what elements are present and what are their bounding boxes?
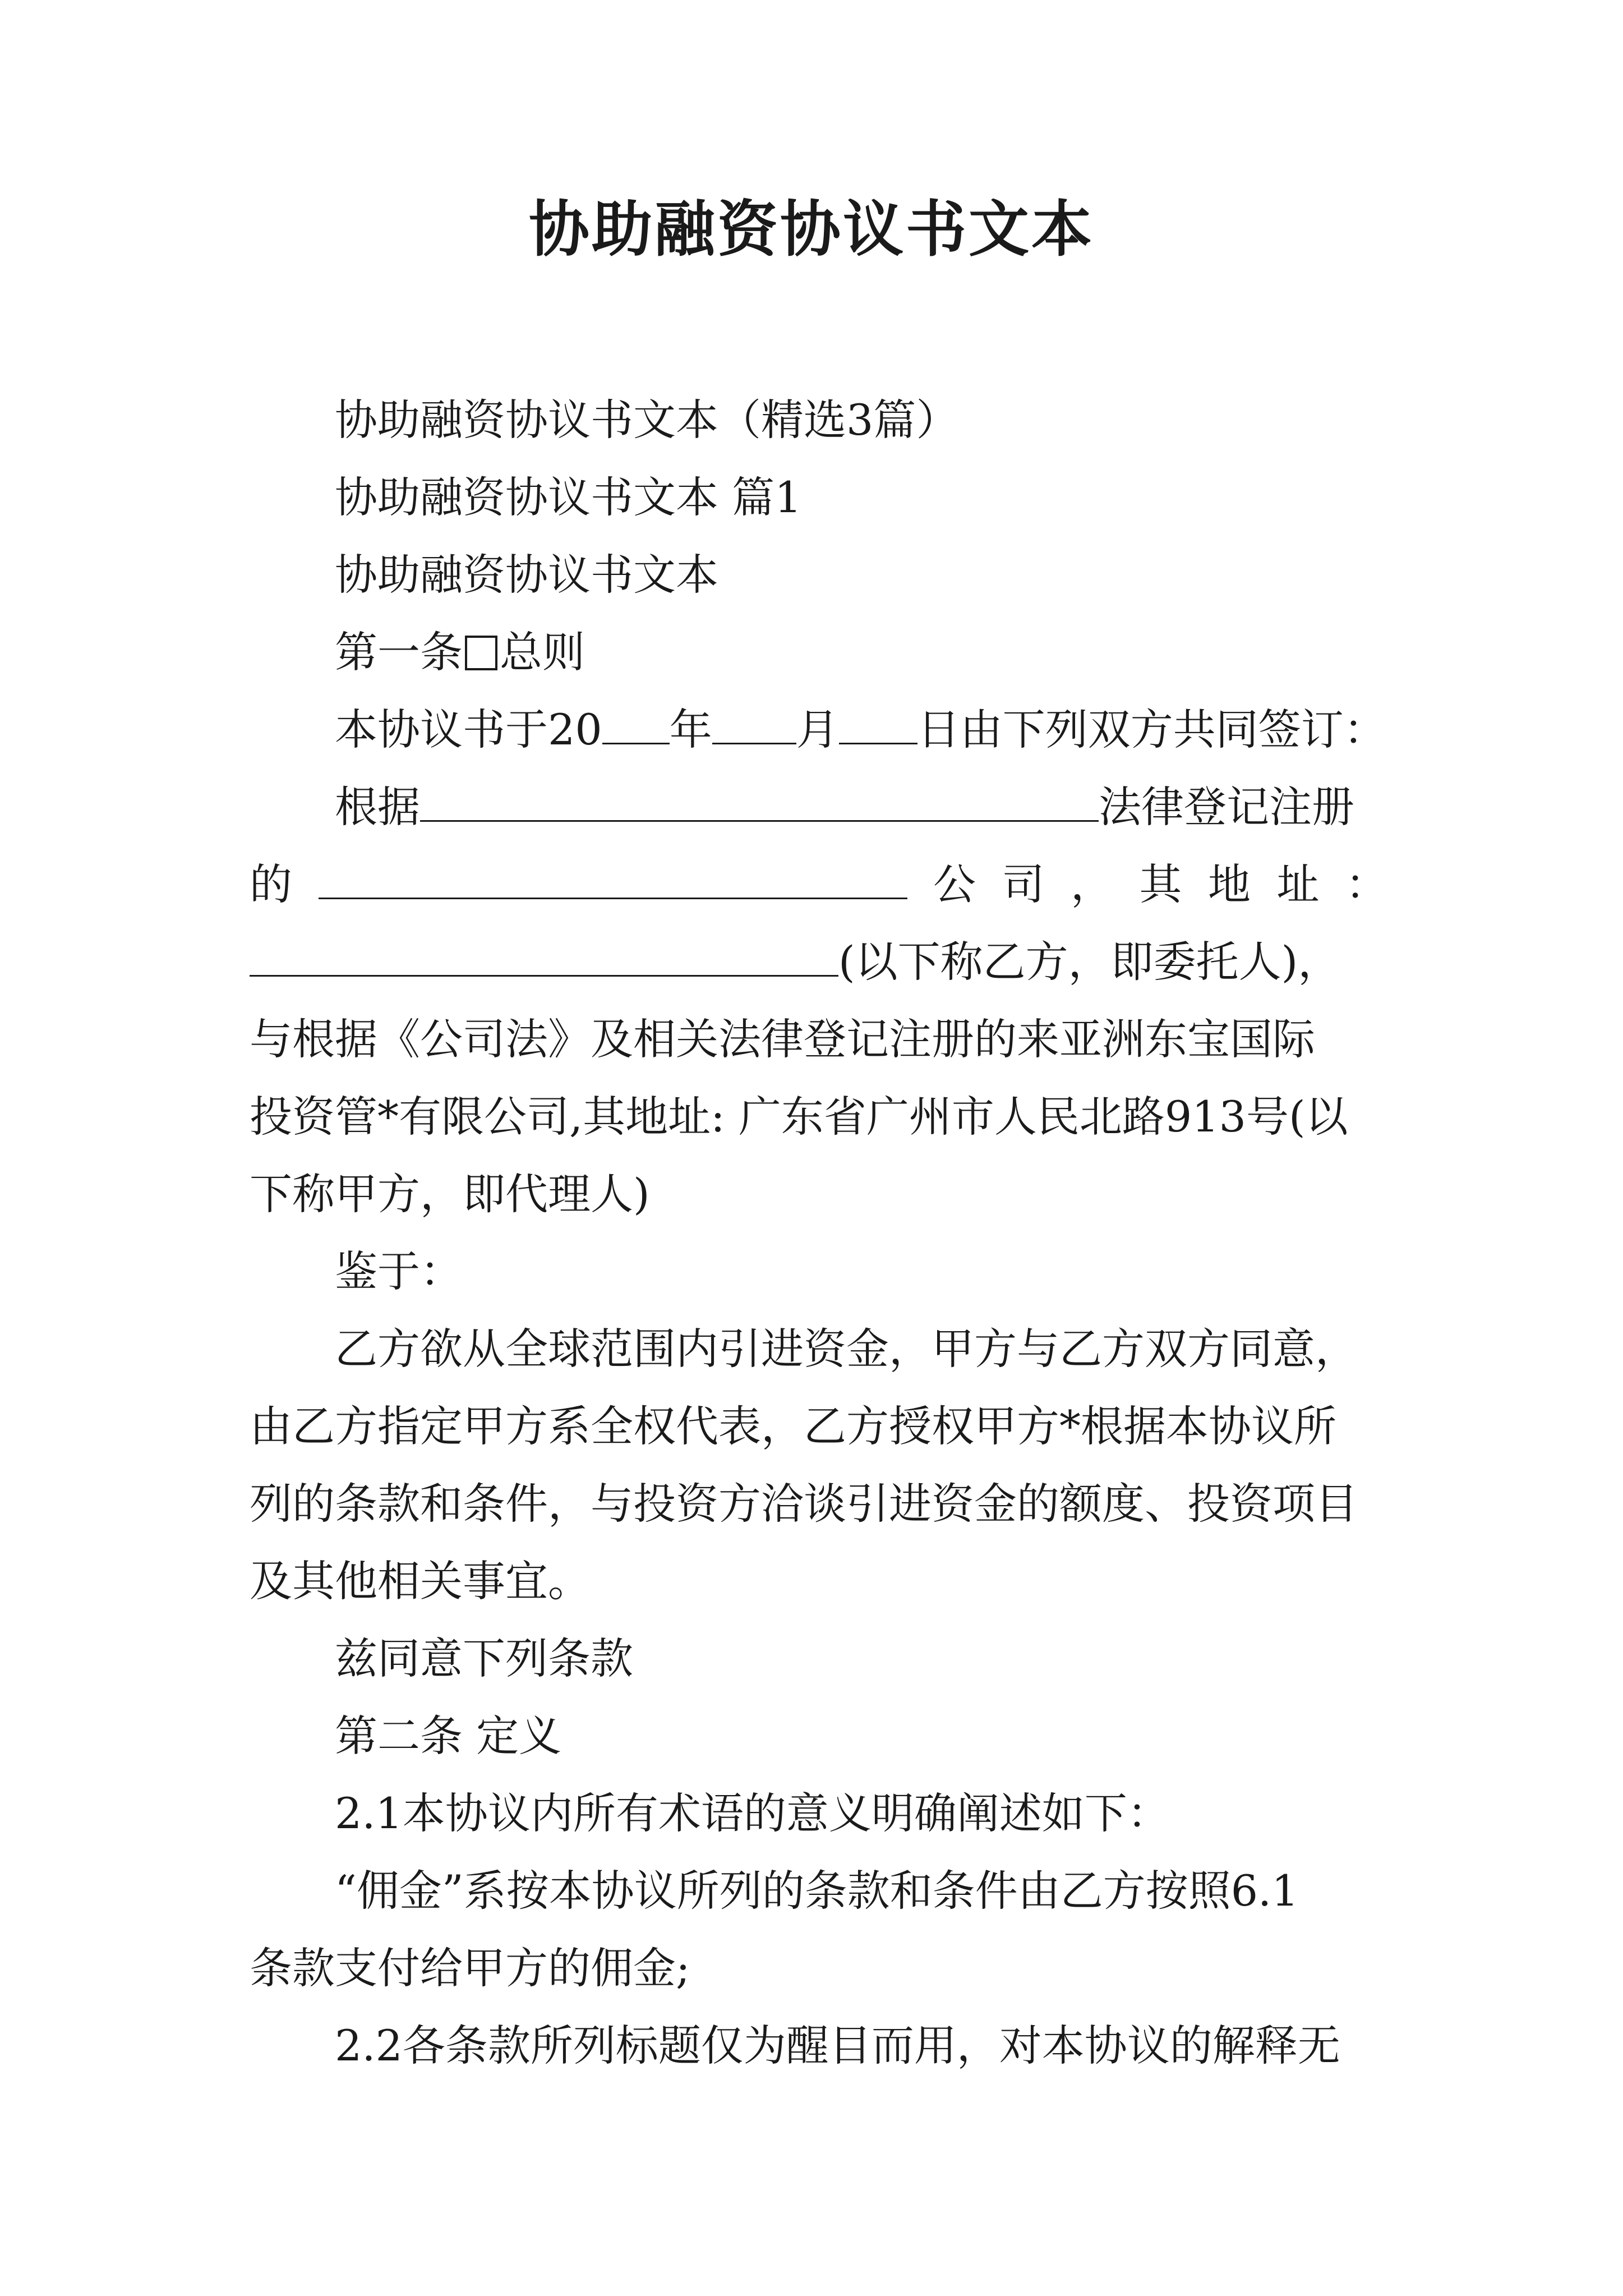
paragraph-line: 下称甲方，即代理人) [250, 1169, 650, 1219]
text-fragment: (以下称乙方，即委托人)， [838, 937, 1341, 987]
text-fragment: 的 [250, 859, 292, 909]
party-b-line [250, 923, 1388, 1001]
paragraph-line: 协助融资协议书文本（精选3篇） [335, 395, 959, 445]
section-number: 第一条 [335, 627, 463, 677]
text-fragment: 法律登记注册 [1099, 782, 1354, 832]
section-heading-2: 第二条 定义 [335, 1711, 562, 1761]
paragraph-line: 乙方欲从全球范围内引进资金，甲方与乙方双方同意， [335, 1324, 1358, 1374]
registration-line [250, 769, 1388, 846]
blank-month [712, 708, 796, 744]
text-fragment: 地 [1208, 859, 1251, 909]
paragraph-line: 协助融资协议书文本 篇1 [335, 472, 802, 522]
paragraph-line: 鉴于： [335, 1246, 463, 1296]
paragraph-line: “佣金”系按本协议所列的条款和条件由乙方按照6.1 [335, 1866, 1299, 1916]
text-fragment: 月 [796, 705, 839, 754]
paragraph-line: 2.1本协议内所有术语的意义明确阐述如下： [335, 1788, 1170, 1838]
text-fragment: ， [1071, 859, 1113, 909]
text-fragment: ： [1345, 859, 1388, 909]
section-name: 总则 [500, 627, 585, 677]
paragraph-line: 2.2各条款所列标题仅为醒目而用，对本协议的解释无 [335, 2021, 1340, 2070]
section-heading-1 [250, 614, 1388, 691]
document-body [250, 381, 1388, 2085]
signing-date-line [250, 691, 1388, 769]
blank-address [250, 940, 838, 977]
text-fragment: 公 [933, 859, 976, 909]
paragraph-line: 兹同意下列条款 [335, 1634, 633, 1683]
text-fragment: 司 [1002, 859, 1045, 909]
placeholder-box-icon [465, 636, 497, 670]
company-address-line [250, 846, 1388, 923]
paragraph-line: 条款支付给甲方的佣金; [250, 1943, 690, 1993]
blank-day [839, 708, 917, 744]
paragraph-line: 协助融资协议书文本 [335, 550, 718, 600]
text-fragment: 根据 [335, 782, 420, 832]
text-fragment: 日由下列双方共同签订： [917, 705, 1386, 754]
text-fragment: 年 [669, 705, 712, 754]
text-fragment: 其 [1139, 859, 1182, 909]
document-title: 协助融资协议书文本 [528, 194, 1094, 265]
paragraph-line: 及其他相关事宜。 [250, 1556, 591, 1606]
paragraph-line: 由乙方指定甲方系全权代表，乙方授权甲方*根据本协议所 [250, 1401, 1336, 1451]
paragraph-line: 列的条款和条件，与投资方洽谈引进资金的额度、投资项目 [250, 1479, 1358, 1529]
text-fragment: 址 [1276, 859, 1320, 909]
blank-registration-law [420, 785, 1099, 822]
blank-company-name [319, 863, 907, 899]
paragraph-line: 与根据《公司法》及相关法律登记注册的来亚洲东宝国际 [250, 1014, 1315, 1064]
text-fragment: 本协议书于20 [335, 705, 602, 754]
paragraph-line: 投资管*有限公司,其地址: 广东省广州市人民北路913号(以 [250, 1092, 1348, 1142]
blank-year [602, 708, 670, 744]
